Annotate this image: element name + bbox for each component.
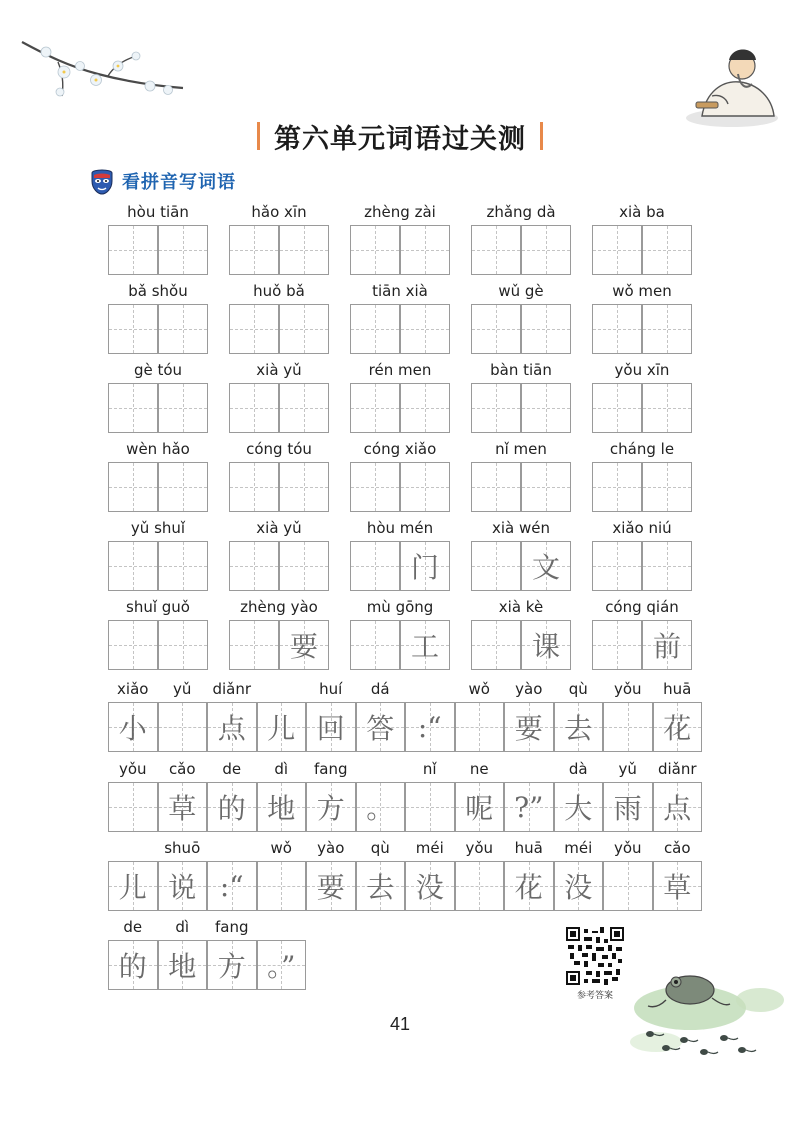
passage-cell[interactable] (207, 861, 257, 911)
given-character (230, 542, 278, 590)
given-character (593, 542, 641, 590)
qr-code-label: 参考答案 (576, 991, 613, 1001)
passage-character: 点 (217, 712, 246, 745)
writing-cell[interactable] (642, 304, 692, 354)
passage-cell[interactable] (356, 702, 406, 752)
passage-character (456, 703, 504, 751)
passage-cell[interactable] (455, 702, 505, 752)
passage-pinyin: qù (370, 839, 390, 857)
frog-lily-pad-illustration (620, 960, 790, 1070)
passage-pinyin: yào (515, 680, 543, 698)
given-character: 文 (531, 551, 560, 584)
given-character (351, 621, 399, 669)
passage-pinyin: cǎo (663, 839, 691, 857)
writing-cell[interactable] (279, 383, 329, 433)
given-character: 工 (410, 630, 439, 663)
passage-pinyin: huí (319, 680, 343, 698)
word-pinyin: huǒ bǎ (253, 282, 305, 300)
passage-pinyin: yǒu (465, 839, 494, 857)
word-pinyin: cóng xiǎo (363, 440, 437, 458)
passage-character: 地 (267, 792, 296, 825)
passage-cell[interactable] (554, 782, 604, 832)
given-character (109, 384, 157, 432)
writing-cell[interactable] (279, 462, 329, 512)
page-number: 41 (389, 1014, 411, 1034)
given-character (159, 463, 207, 511)
word-pinyin: hòu mén (366, 519, 434, 537)
given-character (643, 463, 691, 511)
writing-cell[interactable] (108, 620, 158, 670)
writing-cell[interactable] (592, 462, 642, 512)
given-character (230, 621, 278, 669)
given-character (109, 226, 157, 274)
writing-cell[interactable] (350, 304, 400, 354)
given-character (643, 305, 691, 353)
given-character (401, 463, 449, 511)
passage-character (159, 703, 207, 751)
writing-cell[interactable] (592, 383, 642, 433)
passage-character: 要 (514, 712, 543, 745)
passage-cell[interactable] (108, 782, 158, 832)
writing-cell[interactable] (521, 225, 571, 275)
writing-cell[interactable] (521, 462, 571, 512)
given-character (230, 305, 278, 353)
passage-character (604, 703, 652, 751)
passage-cell[interactable] (653, 782, 703, 832)
passage-character (258, 862, 306, 910)
passage-cell[interactable] (603, 861, 653, 911)
passage-cell[interactable] (405, 702, 455, 752)
passage-character: :“ (219, 869, 244, 903)
given-character (472, 542, 520, 590)
given-character (351, 542, 399, 590)
given-character (351, 305, 399, 353)
given-character (230, 384, 278, 432)
passage-pinyin: diǎnr (212, 680, 252, 698)
passage-pinyin: dì (274, 760, 289, 778)
word-pinyin: xià wén (491, 519, 550, 537)
writing-cell[interactable] (108, 541, 158, 591)
passage-pinyin: qù (568, 680, 588, 698)
word-pinyin: hòu tiān (127, 203, 189, 221)
passage-character (604, 862, 652, 910)
passage-cell[interactable] (653, 861, 703, 911)
ancient-scholar-illustration (682, 36, 782, 131)
writing-cell[interactable] (471, 620, 521, 670)
given-character (159, 621, 207, 669)
writing-cell[interactable] (108, 225, 158, 275)
writing-cell[interactable] (471, 225, 521, 275)
passage-pinyin: ne (469, 760, 489, 778)
writing-cell[interactable] (158, 620, 208, 670)
writing-cell[interactable] (108, 462, 158, 512)
passage-cell[interactable] (356, 782, 406, 832)
passage-character: 要 (316, 871, 345, 904)
writing-cell[interactable] (350, 620, 400, 670)
passage-character: 小 (118, 712, 147, 745)
writing-cell[interactable] (229, 383, 279, 433)
given-character (280, 384, 328, 432)
writing-cell[interactable] (592, 304, 642, 354)
writing-cell[interactable] (350, 383, 400, 433)
word-pinyin: bàn tiān (490, 361, 552, 379)
given-character (593, 226, 641, 274)
word-pinyin: zhǎng dà (486, 203, 556, 221)
given-character (593, 621, 641, 669)
passage-cell[interactable] (405, 861, 455, 911)
passage-pinyin: yǒu (613, 680, 642, 698)
writing-cell[interactable] (400, 541, 450, 591)
given-character (280, 226, 328, 274)
given-character (280, 463, 328, 511)
writing-cell[interactable] (229, 225, 279, 275)
given-character (593, 463, 641, 511)
writing-cell[interactable] (279, 225, 329, 275)
word-pinyin: xià yǔ (256, 361, 302, 379)
word-pinyin: nǐ men (495, 440, 547, 458)
writing-cell[interactable] (400, 383, 450, 433)
given-character (159, 305, 207, 353)
writing-cell[interactable] (592, 541, 642, 591)
passage-cell[interactable] (504, 861, 554, 911)
passage-pinyin: dá (370, 680, 390, 698)
passage-pinyin: yǒu (118, 760, 147, 778)
passage-character: 点 (663, 792, 692, 825)
passage-character: 去 (366, 871, 395, 904)
passage-pinyin: fang (313, 760, 348, 778)
given-character (643, 384, 691, 432)
word-pinyin: xiǎo niú (612, 519, 672, 537)
passage-character: 。 (366, 792, 395, 825)
given-character (401, 226, 449, 274)
writing-cell[interactable] (229, 462, 279, 512)
writing-cell[interactable] (229, 304, 279, 354)
passage-pinyin: de (123, 918, 143, 936)
passage-pinyin: huā (663, 680, 692, 698)
passage-cell[interactable] (158, 861, 208, 911)
passage-character: 儿 (118, 871, 147, 904)
writing-cell[interactable] (158, 304, 208, 354)
writing-cell[interactable] (158, 383, 208, 433)
passage-pinyin: yǔ (618, 760, 637, 778)
passage-character: 回 (316, 712, 345, 745)
writing-cell[interactable] (642, 541, 692, 591)
passage-pinyin: méi (564, 839, 593, 857)
writing-cell[interactable] (471, 541, 521, 591)
passage-character: 方 (316, 792, 345, 825)
passage-cell[interactable] (257, 782, 307, 832)
given-character (109, 305, 157, 353)
passage-cell[interactable] (158, 702, 208, 752)
given-character (351, 463, 399, 511)
word-pinyin: wèn hǎo (126, 440, 190, 458)
writing-cell[interactable] (400, 620, 450, 670)
writing-cell[interactable] (400, 225, 450, 275)
writing-cell[interactable] (521, 620, 571, 670)
word-pinyin: wǔ gè (498, 282, 544, 300)
writing-cell[interactable] (108, 383, 158, 433)
passage-character (406, 783, 454, 831)
writing-cell[interactable] (229, 541, 279, 591)
word-pinyin: gè tóu (133, 361, 183, 379)
passage-cell[interactable] (306, 861, 356, 911)
given-character (522, 305, 570, 353)
passage-character: 雨 (613, 792, 642, 825)
word-pinyin: mù gōng (366, 598, 434, 616)
passage-character: 大 (564, 792, 593, 825)
writing-cell[interactable] (350, 225, 400, 275)
given-character (230, 463, 278, 511)
word-pinyin: cóng qián (605, 598, 679, 616)
writing-cell[interactable] (642, 383, 692, 433)
passage-pinyin: wǒ (468, 680, 490, 698)
opera-mask-icon (88, 167, 116, 195)
passage-cell[interactable] (257, 940, 307, 990)
passage-character: 草 (663, 871, 692, 904)
passage-character: :“ (417, 710, 442, 744)
passage-cell[interactable] (603, 782, 653, 832)
section-heading (88, 166, 236, 196)
passage-character: 没 (415, 871, 444, 904)
writing-cell[interactable] (521, 304, 571, 354)
given-character (643, 542, 691, 590)
passage-pinyin: dà (568, 760, 588, 778)
given-character (230, 226, 278, 274)
word-pinyin: tiān xià (372, 282, 428, 300)
given-character (351, 226, 399, 274)
passage-cell[interactable] (207, 782, 257, 832)
passage-character: 答 (366, 712, 395, 745)
passage-pinyin: nǐ (422, 760, 437, 778)
given-character: 前 (652, 630, 681, 663)
passage-cell[interactable] (108, 940, 158, 990)
passage-character: 说 (168, 871, 197, 904)
passage-character: 花 (663, 712, 692, 745)
passage-character: 呢 (465, 792, 494, 825)
passage-cell[interactable] (158, 940, 208, 990)
word-pinyin: xià yǔ (256, 519, 302, 537)
passage-pinyin: huā (514, 839, 543, 857)
passage-character (109, 783, 157, 831)
passage-pinyin: méi (415, 839, 444, 857)
writing-cell[interactable] (592, 225, 642, 275)
passage-cell[interactable] (257, 702, 307, 752)
given-character (109, 621, 157, 669)
passage-cell[interactable] (257, 861, 307, 911)
given-character (472, 384, 520, 432)
page-title-block (240, 116, 560, 156)
given-character (351, 384, 399, 432)
passage-character (456, 862, 504, 910)
given-character (159, 226, 207, 274)
writing-cell[interactable] (350, 541, 400, 591)
writing-cell[interactable] (158, 225, 208, 275)
passage-pinyin: diǎnr (657, 760, 697, 778)
word-pinyin: yǔ shuǐ (130, 519, 186, 537)
passage-pinyin: shuō (164, 839, 201, 857)
passage-character: 方 (217, 950, 246, 983)
given-character (401, 305, 449, 353)
word-pinyin: rén men (368, 361, 432, 379)
passage-character: 儿 (267, 712, 296, 745)
word-pinyin: yǒu xīn (614, 361, 670, 379)
given-character (280, 305, 328, 353)
given-character (159, 384, 207, 432)
passage-cell[interactable] (405, 782, 455, 832)
given-character (643, 226, 691, 274)
passage-pinyin: cǎo (168, 760, 196, 778)
given-character (472, 621, 520, 669)
writing-cell[interactable] (279, 541, 329, 591)
passage-cell[interactable] (207, 702, 257, 752)
writing-cell[interactable] (400, 462, 450, 512)
given-character (109, 542, 157, 590)
given-character (109, 463, 157, 511)
given-character (593, 305, 641, 353)
passage-pinyin: de (222, 760, 242, 778)
given-character (522, 226, 570, 274)
writing-cell[interactable] (471, 304, 521, 354)
passage-character: 花 (514, 871, 543, 904)
given-character (401, 384, 449, 432)
word-pinyin: zhèng zài (364, 203, 436, 221)
writing-cell[interactable] (521, 541, 571, 591)
passage-cell[interactable] (108, 702, 158, 752)
plum-blossom-branch-illustration (18, 36, 188, 106)
given-character (472, 463, 520, 511)
word-pinyin: hǎo xīn (251, 203, 307, 221)
passage-character: 的 (118, 950, 147, 983)
given-character (159, 542, 207, 590)
writing-cell[interactable] (642, 620, 692, 670)
passage-cell[interactable] (554, 702, 604, 752)
word-pinyin: cháng le (609, 440, 675, 458)
given-character (593, 384, 641, 432)
passage-character: 去 (564, 712, 593, 745)
word-pinyin: shuǐ guǒ (126, 598, 190, 616)
writing-cell[interactable] (350, 462, 400, 512)
passage-cell[interactable] (455, 782, 505, 832)
given-character: 门 (410, 551, 439, 584)
passage-character: 。” (267, 950, 296, 983)
given-character (472, 305, 520, 353)
given-character (280, 542, 328, 590)
passage-cell[interactable] (603, 702, 653, 752)
page-title: 第六单元词语过关测 (274, 123, 526, 155)
passage-cell[interactable] (356, 861, 406, 911)
passage-cell[interactable] (504, 782, 554, 832)
writing-cell[interactable] (229, 620, 279, 670)
writing-cell[interactable] (158, 541, 208, 591)
writing-cell[interactable] (642, 225, 692, 275)
passage-cell[interactable] (108, 861, 158, 911)
word-pinyin: xià kè (498, 598, 544, 616)
section-title: 看拼音写词语 (122, 172, 236, 193)
given-character (522, 463, 570, 511)
passage-pinyin: yào (317, 839, 345, 857)
passage-cell[interactable] (504, 702, 554, 752)
passage-cell[interactable] (306, 782, 356, 832)
passage-cell[interactable] (207, 940, 257, 990)
passage-cell[interactable] (158, 782, 208, 832)
passage-cell[interactable] (554, 861, 604, 911)
answer-qr-code[interactable] (566, 927, 624, 985)
passage-pinyin: xiǎo (117, 680, 149, 698)
title-right-bar (540, 122, 543, 150)
writing-cell[interactable] (471, 462, 521, 512)
passage-character: 地 (168, 950, 197, 983)
passage-character: ?” (514, 790, 544, 824)
passage-character: 的 (217, 792, 246, 825)
passage-pinyin: wǒ (270, 839, 292, 857)
word-pinyin: wǒ men (612, 282, 672, 300)
writing-cell[interactable] (400, 304, 450, 354)
writing-cell[interactable] (592, 620, 642, 670)
given-character (522, 384, 570, 432)
word-pinyin: cóng tóu (246, 440, 312, 458)
writing-cell[interactable] (279, 620, 329, 670)
given-character: 课 (531, 630, 560, 663)
given-character (472, 226, 520, 274)
writing-cell[interactable] (108, 304, 158, 354)
passage-character: 没 (564, 871, 593, 904)
passage-pinyin: fang (214, 918, 249, 936)
passage-pinyin: yǒu (613, 839, 642, 857)
writing-cell[interactable] (642, 462, 692, 512)
passage-cell[interactable] (455, 861, 505, 911)
passage-pinyin: dì (175, 918, 190, 936)
writing-cell[interactable] (158, 462, 208, 512)
given-character: 要 (289, 630, 318, 663)
writing-cell[interactable] (471, 383, 521, 433)
passage-cell[interactable] (306, 702, 356, 752)
passage-pinyin: yǔ (173, 680, 192, 698)
word-pinyin: bǎ shǒu (128, 282, 188, 300)
word-pinyin: xià ba (619, 203, 665, 221)
writing-cell[interactable] (521, 383, 571, 433)
writing-cell[interactable] (279, 304, 329, 354)
word-pinyin: zhèng yào (240, 598, 318, 616)
passage-cell[interactable] (653, 702, 703, 752)
passage-character: 草 (168, 792, 197, 825)
